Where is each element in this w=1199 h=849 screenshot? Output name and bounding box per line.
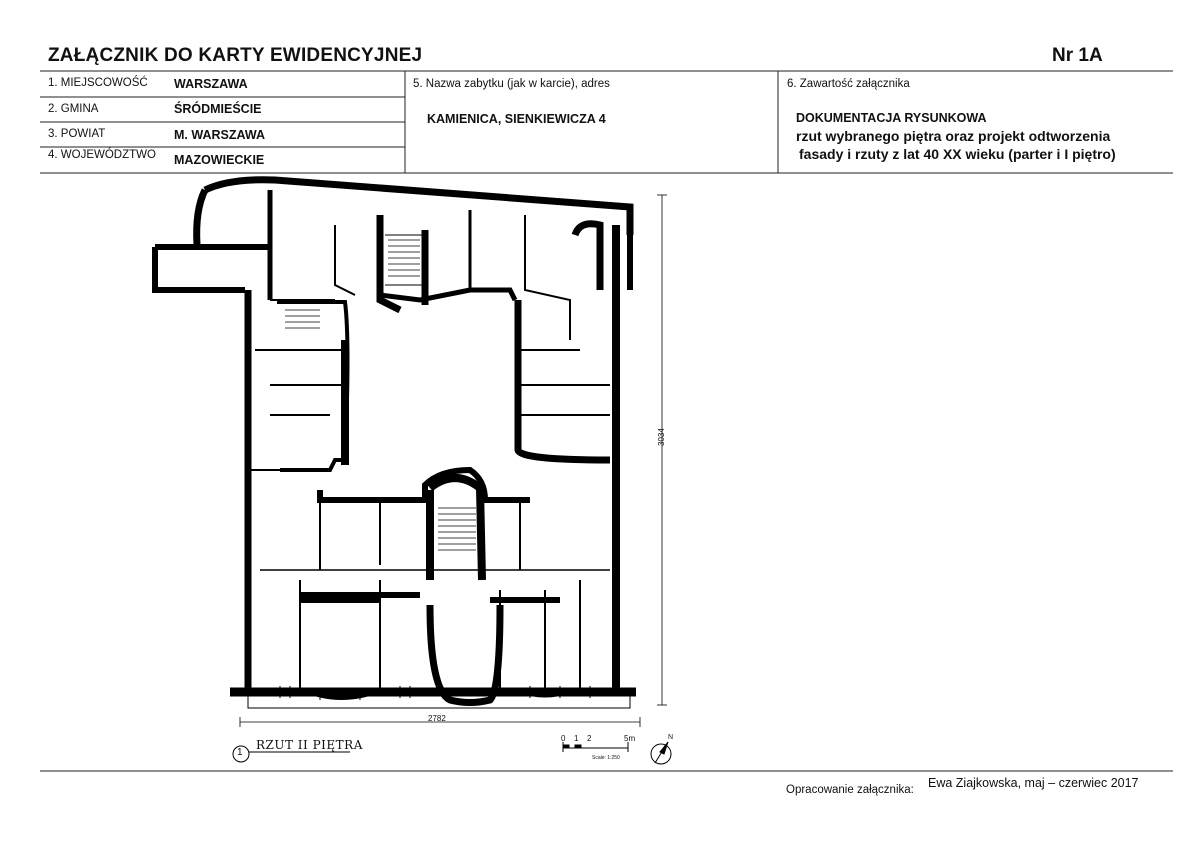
scale-note: Scale: 1:250 bbox=[592, 755, 620, 761]
field-value-commune: ŚRÓDMIEŚCIE bbox=[174, 102, 262, 116]
footer-label: Opracowanie załącznika: bbox=[786, 784, 914, 796]
field-label-commune: 2. GMINA bbox=[48, 103, 99, 115]
plan-width-dimension: 2782 bbox=[428, 714, 446, 723]
contents-line-2: rzut wybranego piętra oraz projekt odtworzenia bbox=[796, 128, 1111, 144]
scale-bar bbox=[563, 742, 628, 752]
north-arrow-icon bbox=[651, 742, 671, 764]
monument-value: KAMIENICA, SIENKIEWICZA 4 bbox=[427, 112, 606, 126]
scale-tick-2: 2 bbox=[587, 734, 592, 743]
north-label: N bbox=[668, 734, 674, 741]
plan-title: RZUT II PIĘTRA bbox=[256, 738, 363, 752]
field-value-county: M. WARSZAWA bbox=[174, 128, 265, 142]
plan-number: 1 bbox=[237, 747, 243, 758]
contents-line-3: fasady i rzuty z lat 40 XX wieku (parter i I piętro) bbox=[799, 146, 1116, 162]
field-value-voivodeship: MAZOWIECKIE bbox=[174, 153, 265, 167]
attachment-number: Nr 1A bbox=[1052, 45, 1103, 66]
field-label-voivodeship: 4. WOJEWÓDZTWO bbox=[48, 149, 156, 161]
plan-height-dimension: 3034 bbox=[657, 428, 666, 446]
scale-tick-0: 0 bbox=[561, 734, 566, 743]
field-label-locality: 1. MIEJSCOWOŚĆ bbox=[48, 77, 148, 89]
contents-label: 6. Zawartość załącznika bbox=[787, 78, 910, 90]
scale-tick-1: 1 bbox=[574, 734, 579, 743]
field-label-county: 3. POWIAT bbox=[48, 128, 106, 140]
document-title: ZAŁĄCZNIK DO KARTY EWIDENCYJNEJ bbox=[48, 45, 423, 66]
contents-line-1: DOKUMENTACJA RYSUNKOWA bbox=[796, 111, 987, 125]
scale-tick-5m: 5m bbox=[624, 734, 636, 743]
field-value-locality: WARSZAWA bbox=[174, 77, 248, 91]
monument-label: 5. Nazwa zabytku (jak w karcie), adres bbox=[413, 78, 610, 90]
footer-author: Ewa Ziajkowska, maj – czerwiec 2017 bbox=[928, 776, 1139, 790]
